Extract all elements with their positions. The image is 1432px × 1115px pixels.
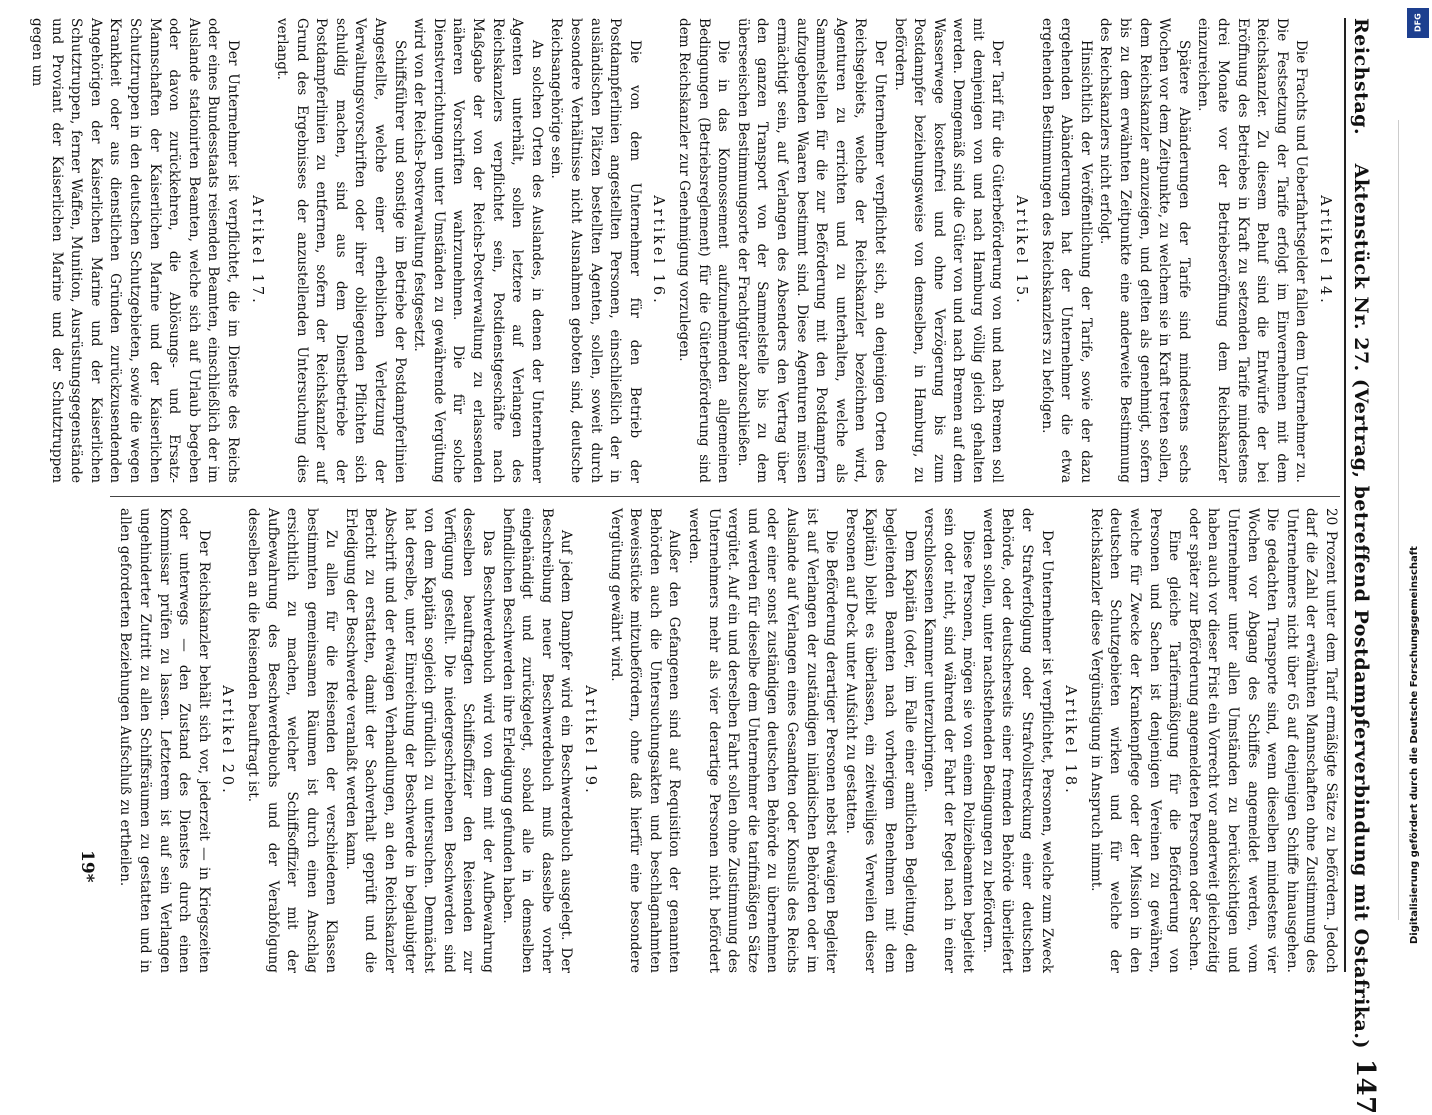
paragraph: Der Reichskanzler behält sich vor, jederzeit — in Kriegszeiten oder unterwegs — den Zustand des Dienstes durch einen Kommissar prüfen zu lassen. Letzterem ist auf sein Verlangen ungehinderter Zutritt zu allen Schiffsräumen zu gestatten und in allen geforderten Beziehungen Aufschluß zu ertheilen. <box>117 508 212 973</box>
paragraph: Die von dem Unternehmer für den Betrieb der Postdampferlinien angestellten Personen, einschließlich der in ausländischen Plätzen bestellten Agenten, sollen, soweit durch besondere Verhältnisse nicht Ausnahmen geboten sind, deutsche Reichsangehörige sein. <box>548 18 643 483</box>
paragraph: Der Unternehmer ist verpflichtet, die im Dienste des Reichs oder eines Bundesstaats reisenden Beamten, einschließlich der im Auslande stationirten Beamten, welche sich auf Urlaub begeben oder davon zurückkehren, die Ablösungs- und Ersatz-Mannschaften der Kaiserlichen Marine und der Kaiserlichen Schutztruppen in den deutschen Schutzgebieten, sowie die wegen Krankheit oder aus dienstlichen Gründen zurückzusendenden Angehörigen der Kaiserlichen Marine und der Kaiserlichen Schutztruppen, ferner Waffen, Munition, Ausrüstungsgegenstände und Proviant der Kaiserlichen Marine und der Schutztruppen gegen um <box>29 18 241 483</box>
paragraph: Hinsichtlich der Veröffentlichung der Tarife, sowie der dazu ergehenden Abänderungen hat der Unternehmer die etwa ergehenden Bestimmungen des Reichskanzlers zu befolgen. <box>1038 18 1094 483</box>
paragraph: Der Tarif für die Güterbeförderung von und nach Bremen soll mit demjenigen von und nach Hamburg völlig gleich gehalten werden. Demgemäß sind die Güter von und nach Bremen auf dem Wasserwege kostenfrei und ohne Verzögerung bis zum Postdampfer beziehungsweise von demselben, in Hamburg, zu befördern. <box>891 18 1006 483</box>
paragraph: Eine gleiche Tarifermäßigung für die Beförderung von Personen und Sachen ist denjenigen Vereinen zu gewähren, welche für Zwecke der Krankenpflege oder der Mission in den deutschen Schutzgebieten wirken und für welche der Reichskanzler diese Vergünstigung in Anspruch nimmt. <box>1087 508 1183 973</box>
article-heading: Artikel 20. <box>219 685 236 796</box>
scan-margin-line <box>1398 120 1399 920</box>
article-heading: Artikel 19. <box>582 685 599 796</box>
header-left: Reichstag. <box>1350 18 1372 136</box>
paragraph: Auf jedem Dampfer wird ein Beschwerdebuch ausgelegt. Der Beschreibung neuer Beschwerdebuch muß dasselbe vorher eingehändigt und zurückgelegt, sobald alle in demselben befindlichen Beschwerden ihre Erledigung gefunden haben. <box>499 508 575 973</box>
dfg-logo-icon: DFG <box>1407 8 1429 38</box>
dfg-credit-text: Digitalisierung gefördert durch die Deutsche Forschungsgemeinschaft <box>1409 546 1420 944</box>
article-heading: Artikel 16. <box>650 195 667 306</box>
paragraph: Die Frachts und Ueberfahrtsgelder fallen dem Unternehmer zu. Die Festsetzung der Tarife erfolgt im Einvernehmen mit dem Reichskanzler. Zu diesem Behuf sind die Entwürfe der bei Eröffnung des Betriebes in Kraft zu setzenden Tarife mindestens drei Monate vor der Betriebseröffnung dem Reichskanzler einzureichen. <box>1195 18 1310 483</box>
paragraph: Spätere Abänderungen der Tarife sind mindestens sechs Wochen vor dem Zeitpunkte, zu welchem sie in Kraft treten sollen, dem Reichskanzler anzuzeigen, und gelten als genehmigt, sofern bis zu dem erwähnten Zeitpunkte eine anderweite Bestimmung des Reichskanzlers nicht erfolgt. <box>1097 18 1192 483</box>
article-heading: Artikel 15. <box>1013 195 1030 306</box>
paragraph: Außer den Gefangenen sind auf Requisition der genannten Behörden auch die Untersuchungsakten und beschlagnahmten Beweisstücke mitzubefördern, ohne daß hierfür eine besondere Vergütung gewährt wird. <box>607 508 683 973</box>
paragraph: Dem Kapitän (oder, im Falle einer amtlichen Begleitung, dem begleitenden Beamten nach vorherigem Benehmen mit dem Kapitän) bleibt es überlassen, ein zeitweiliges Verweilen dieser Personen auf Deck unter Aufsicht zu gestatten. <box>842 508 918 973</box>
sheet-signature: 19* <box>77 850 97 883</box>
header-title: Aktenstück Nr. 27. (Vertrag, betreffend Postdampferverbindung mit Ostafrika.) <box>1350 163 1372 1049</box>
paragraph: Der Unternehmer ist verpflichtet, Personen, welche zum Zweck der Strafverfolgung oder Strafvollstreckung einer deutschen Behörde, oder deutscherseits einer fremden Behörde überliefert werden sollen, unter nachstehenden Bedingungen zu befördern. <box>979 508 1055 973</box>
paragraph: Schiffsführer und sonstige im Betriebe der Postdampferlinien Angestellte, welche einer erheblichen Verletzung der Verwaltungsvorschriften oder ihrer obliegenden Pflichten sich schuldig machen, sind aus dem Dienstbetriebe der Postdampferlinien zu entfernen, sofern der Reichskanzler auf Grund des Ergebnisses der anzustellenden Untersuchung dies verlangt. <box>274 18 408 483</box>
page-number: 147 <box>1350 1058 1380 1115</box>
paragraph: 20 Prozent unter dem Tarif ermäßigte Sätze zu befördern. Jedoch darf die Zahl der erwähnten Mannschaften ohne Zustimmung des Unternehmers nicht über 65 auf denjenigen Schiffe hinausgehen. Die gedachten Transporte sind, wenn dieselben mindestens vier Wochen vor Abgang des Schiffes angemeldet werden, vom Unternehmer unter allen Umständen zu berücksichtigen und haben auch vor dieser Frist ein Vorrecht vor anderweit gleichzeitig oder später zur Beförderung angemeldeten Personen oder Sachen. <box>1185 508 1339 973</box>
paragraph: Zu allen für die Reisenden der verschiedenen Klassen bestimmten gemeinsamen Räumen ist durch einen Anschlag ersichtlich zu machen, welcher Schiffsoffizier mit der Aufbewahrung des Beschwerdebuchs und der Verabfolgung desselben an die Reisenden beauftragt ist. <box>244 508 340 973</box>
paragraph: Das Beschwerdebuch wird von dem mit der Aufbewahrung desselben beauftragten Schiffsoffizier den Reisenden zur Verfügung gestellt. Die niedergeschriebenen Beschwerden sind von dem Kapitän sogleich gründlich zu untersuchen. Demnächst hat derselbe, unter Einreichung der Beschwerde in beglaubigter Abschrift und der etwaigen Verhandlungen, an den Reichskanzler Bericht zu erstatten, damit der Sachverhalt geprüft und die Erledigung der Beschwerde veranlaßt werden kann. <box>342 508 497 973</box>
paragraph: Diese Personen, mögen sie von einem Polizeibeamten begleitet sein oder nicht, sind während der Fahrt der Regel nach in einer verschlossenen Kammer unterzubringen. <box>921 508 977 973</box>
paragraph: Die Beförderung derartiger Personen nebst etwaigen Begleiter ist auf Verlangen der zuständigen inländischen Behörden oder im Auslande auf Verlangen eines Gesandten oder Konsuls des Reichs oder einer sonst zuständigen deutschen Behörde zu übernehmen und werden für dieselbe dem Unternehmer die tarifmäßigen Sätze vergütet. Auf ein und derselben Fahrt sollen ohne Zustimmung des Unternehmers mehr als vier derartige Personen nicht befördert werden. <box>686 508 840 973</box>
paragraph: Der Unternehmer verpflichtet sich, an denjenigen Orten des Reichsgebiets, welche der Reichskanzler bezeichnen wird, Agenturen zu errichten und zu unterhalten, welche als Sammelstellen für die zur Beförderung mit den Postdampfern aufzugebenden Waaren bestimmt sind. Diese Agenturen müssen ermächtigt sein, auf Verlangen des Absenders den Vertrag über den ganzen Transport von der Sammelstelle bis zu dem überseeischen Bestimmungsorte der Frachtgüter abzuschließen. <box>734 18 888 483</box>
left-column <box>29 18 1340 483</box>
article-heading: Artikel 17. <box>248 195 265 306</box>
running-title <box>1350 18 1372 1049</box>
article-heading: Artikel 18. <box>1062 685 1079 796</box>
column-divider <box>110 496 1340 497</box>
paragraph: An solchen Orten des Auslandes, in denen der Unternehmer Agenten unterhält, sollen letztere auf Verlangen des Reichskanzlers verpflichtet sein, Postdienstgeschäfte nach Maßgabe der von der Reichs-Postverwaltung zu erlassenden näheren Vorschriften wahrzunehmen. Die für solche Dienstverrichtungen unter Umständen zu gewährende Vergütung wird von der Reichs-Postverwaltung festgesetzt. <box>411 18 545 483</box>
right-column <box>110 508 1340 973</box>
page-header <box>1344 18 1394 1115</box>
paragraph: Die in das Konnossement aufzunehmenden allgemeinen Bedingungen (Betriebsreglement) für die Güterbeförderung sind dem Reichskanzler zur Genehmigung vorzulegen. <box>676 18 732 483</box>
article-heading: Artikel 14. <box>1317 195 1333 306</box>
